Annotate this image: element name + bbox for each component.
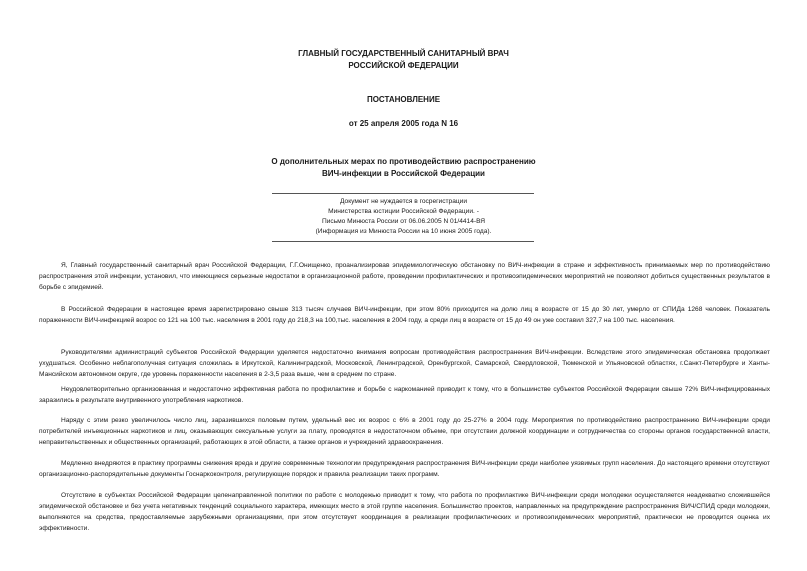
- issuer-heading-line1: ГЛАВНЫЙ ГОСУДАРСТВЕННЫЙ САНИТАРНЫЙ ВРАЧ: [298, 49, 509, 58]
- paragraph-2: В Российской Федерации в настоящее время зарегистрировано свыше 313 тысяч случаев ВИЧ-инфекции, при этом 80% приходится на долю лиц в возрасте от 15 до 30 лет, умерло от СПИДа 1268 человек. Показатель пораженности ВИЧ-инфекцией возрос со 121 на 100 тыс. населения в 2001 году до 218,3 на 100,тыс. населения в 2004 году, а среди лиц в возрасте от 15 до 49 он уже составил 327,7 на 100 тыс. населения.: [39, 306, 770, 324]
- paragraph-1: Я, Главный государственный санитарный врач Российской Федерации, Г.Г.Онищенко, проанализировав эпидемиологическую обстановку по ВИЧ-инфекции в стране и эффективность принимаемых мер по противодействию распространения этой инфекции, установил, что имеющиеся серьезные недостатки в организационной работе, проведении профилактических и противоэпидемических мероприятий не позволяют добиться существенных результатов в борьбе с эпидемией.: [39, 262, 770, 291]
- registration-note-line1: Документ не нуждается в госрегистрации: [339, 198, 468, 205]
- paragraph-3: Руководителями администраций субъектов Российской Федерации уделяется недостаточно внимания вопросам противодействия распространения ВИЧ-инфекции. Вследствие этого эпидемическая обстановка продолжает ухудшаться. Особенно неблагополучная ситуация сложилась в Иркутской, Калининградской, Московской, Ленинградской, Оренбургской, Самарской, Свердловской, Тюменской и Ульяновской областях, г.Санкт-Петербурге и Ханты-Мансийском автономном округе, где уровень пораженности населения в 2-3,5 раза выше, чем в среднем по стране.: [39, 349, 770, 378]
- registration-note-line3: Письмо Минюста России от 06.06.2005 N 01/4414-ВЯ: [321, 218, 486, 225]
- document-title-line2: ВИЧ-инфекции в Российской Федерации: [322, 169, 485, 178]
- registration-note-line4: (Информация из Минюста России на 10 июня 2005 года).: [315, 228, 492, 235]
- paragraph-5: Наряду с этим резко увеличилось число лиц, заразившихся половым путем, удельный вес их возрос с 6% в 2001 году до 25-27% в 2004 году. Мероприятия по противодействию распространению ВИЧ-инфекции среди потребителей инъекционных наркотиков и лиц, оказывающих сексуальные услуги за плату, проводятся в недостаточном объеме, при отсутствии должной координации и сотрудничества со стороны органов государственной власти, неправительственных и общественных организаций, работающих в этой области, а также органов и учреждений здравоохранения.: [39, 417, 770, 446]
- issuer-heading-line2: РОССИЙСКОЙ ФЕДЕРАЦИИ: [348, 61, 459, 70]
- document-date: от 25 апреля 2005 года N 16: [348, 119, 459, 128]
- paragraph-6: Медленно внедряются в практику программы снижения вреда и другие современные технологии предупреждения распространения ВИЧ-инфекции среди наиболее уязвимых групп населения. До настоящего времени отсутствуют организационно-распорядительные документы Госнаркоконтроля, регулирующие порядок и правила реализации таких программ.: [39, 460, 770, 478]
- divider-top: [272, 193, 534, 194]
- document-title-line1: О дополнительных мерах по противодействию распространению: [271, 157, 536, 166]
- divider-bottom: [272, 241, 534, 242]
- paragraph-4: Неудовлетворительно организованная и недостаточно эффективная работа по профилактике и борьбе с наркоманией приводит к тому, что в большинстве субъектов Российской Федерации свыше 72% ВИЧ-инфицированных заразились в результате внутривенного употребления наркотиков.: [39, 386, 770, 404]
- paragraph-7: Отсутствие в субъектах Российской Федерации целенаправленной политики по работе с молодежью приводит к тому, что работа по профилактике ВИЧ-инфекции среди молодежи осуществляется неадекватно сложившейся эпидемической обстановке и без учета негативных тенденций социального характера, имеющих место в этой группе населения. Большинство проектов, направленных на предупреждение распространения ВИЧ/СПИД среди молодежи, выполняются на средства, предоставляемые зарубежными организациями, при этом отсутствует координация в реализации профилактических и противоэпидемических мероприятий, практически не проводится оценка их эффективности.: [39, 492, 770, 532]
- document-type: ПОСТАНОВЛЕНИЕ: [366, 95, 441, 104]
- registration-note-line2: Министерства юстиции Российской Федерации. -: [328, 208, 479, 215]
